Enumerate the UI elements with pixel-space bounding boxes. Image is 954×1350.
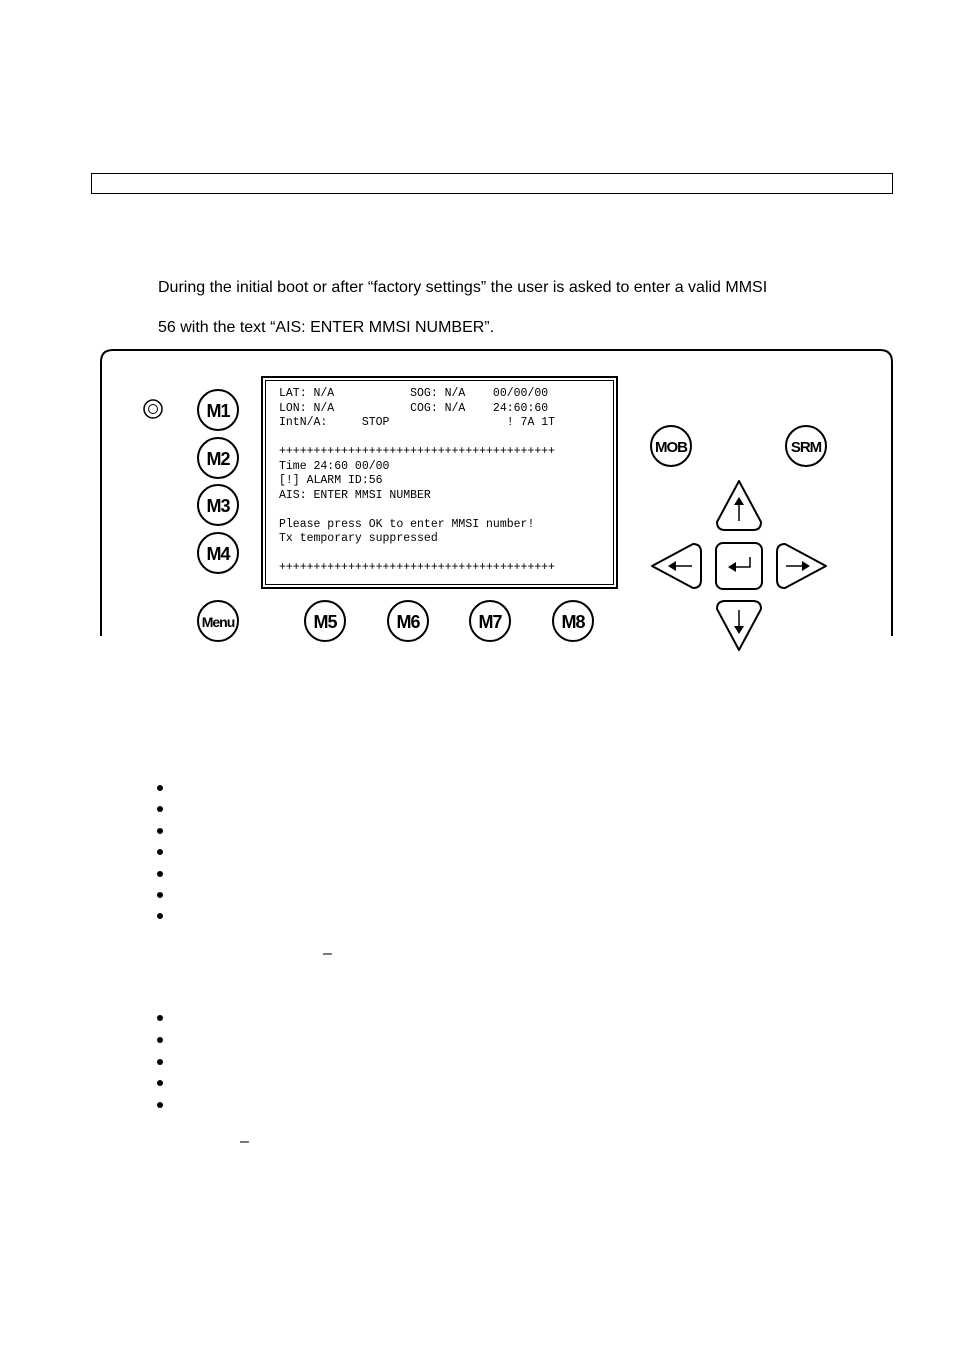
m8-key-label: M8 xyxy=(561,612,585,632)
m4-key[interactable] xyxy=(198,533,238,573)
screen-line: LON: N/A COG: N/A 24:60:60 xyxy=(279,401,549,415)
screen-line: [!] ALARM ID:56 xyxy=(279,474,383,487)
intro-line-2: 56 with the text “AIS: ENTER MMSI NUMBER”. xyxy=(158,319,495,336)
m2-key[interactable] xyxy=(198,438,238,478)
m5-key-label: M5 xyxy=(313,612,337,632)
enter-icon[interactable] xyxy=(716,543,762,589)
arrow-up-icon[interactable] xyxy=(717,481,761,530)
m3-key[interactable] xyxy=(198,485,238,525)
intro-line-1: During the initial boot or after “factory settings” the user is asked to enter a valid MMSI xyxy=(158,279,768,296)
dash-mark: – xyxy=(323,945,332,962)
screen-line: ++++++++++++++++++++++++++++++++++++++++ xyxy=(279,561,556,574)
screen-line: Please press OK to enter MMSI number! xyxy=(279,517,535,531)
m1-key[interactable] xyxy=(198,390,238,430)
menu-key[interactable] xyxy=(198,601,238,641)
bullet-icon xyxy=(157,913,163,919)
mob-key[interactable] xyxy=(651,426,691,466)
lcd-screen xyxy=(261,376,618,589)
bullet-icon xyxy=(157,1080,163,1086)
power-led-icon xyxy=(144,400,162,418)
screen-line: ++++++++++++++++++++++++++++++++++++++++ xyxy=(279,445,556,458)
m4-key-label: M4 xyxy=(206,544,230,564)
menu-key-label: Menu xyxy=(201,614,235,630)
bullet-icon xyxy=(157,785,163,791)
arrow-left-icon[interactable] xyxy=(652,544,701,588)
m7-key-label: M7 xyxy=(478,612,502,632)
m2-key-label: M2 xyxy=(206,449,230,469)
bullet-icon xyxy=(157,1015,163,1021)
bullet-icon xyxy=(157,1037,163,1043)
m7-key[interactable] xyxy=(470,601,510,641)
dash-mark: – xyxy=(240,1133,249,1150)
srm-key-label: SRM xyxy=(790,439,822,456)
mob-key-label: MOB xyxy=(655,439,687,456)
screen-line: AIS: ENTER MMSI NUMBER xyxy=(279,488,431,502)
m1-key-label: M1 xyxy=(206,401,230,421)
screen-line: IntN/A: STOP ! 7A 1T xyxy=(279,416,556,429)
m5-key[interactable] xyxy=(305,601,345,641)
arrow-right-icon[interactable] xyxy=(777,544,826,588)
bullet-icon xyxy=(157,871,163,877)
screen-line: Time 24:60 00/00 xyxy=(279,459,390,473)
srm-key[interactable] xyxy=(786,426,826,466)
bullet-icon xyxy=(157,806,163,812)
bullet-icon xyxy=(157,892,163,898)
m3-key-label: M3 xyxy=(206,496,230,516)
m6-key[interactable] xyxy=(388,601,428,641)
screen-line: Tx temporary suppressed xyxy=(279,532,438,545)
bullet-icon xyxy=(157,1059,163,1065)
screen-line: LAT: N/A SOG: N/A 00/00/00 xyxy=(279,387,549,400)
bullet-icon xyxy=(157,828,163,834)
m8-key[interactable] xyxy=(553,601,593,641)
bullet-icon xyxy=(157,1102,163,1108)
arrow-down-icon[interactable] xyxy=(717,601,761,650)
m6-key-label: M6 xyxy=(396,612,420,632)
bullet-icon xyxy=(157,849,163,855)
